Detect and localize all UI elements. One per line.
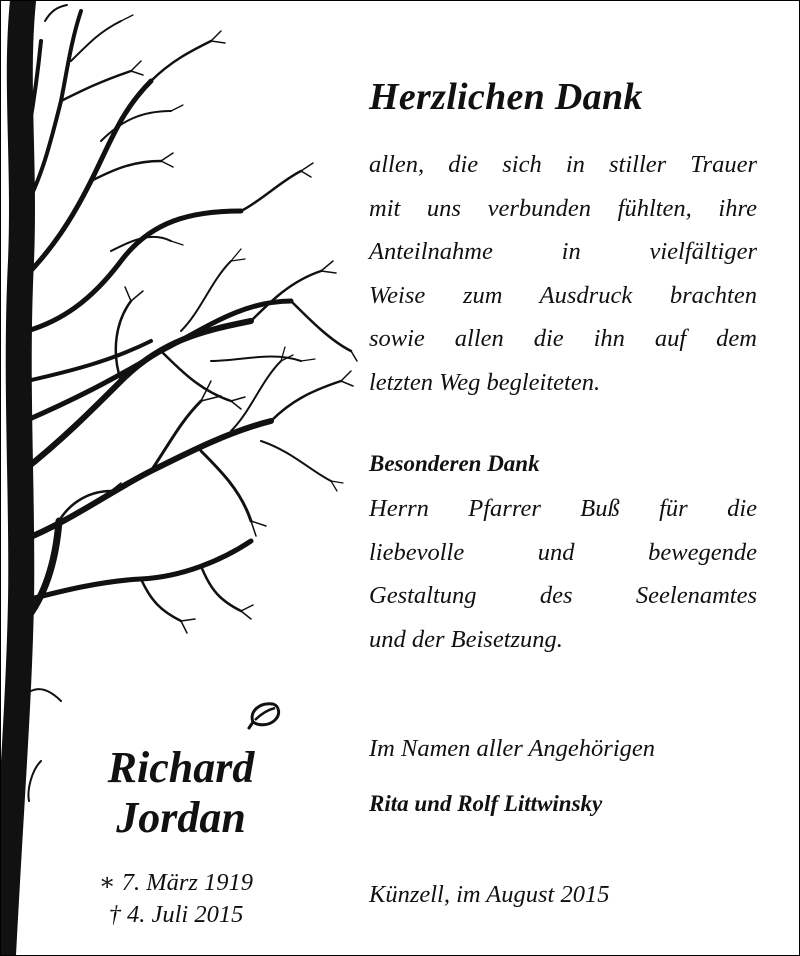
paragraph-line: Herrn Pfarrer Buß für die: [369, 495, 757, 522]
special-thanks-paragraph: [369, 487, 757, 661]
paragraph-line: mit uns verbunden fühlten, ihre: [369, 194, 757, 222]
paragraph-line: Anteilnahme in vielfältiger: [369, 238, 757, 265]
death-date: † 4. Juli 2015: [108, 901, 244, 928]
special-thanks-heading: Besonderen Dank: [369, 451, 540, 476]
family-names: Rita und Rolf Littwinsky: [369, 791, 603, 816]
page-title: Herzlichen Dank: [369, 76, 643, 118]
deceased-first-name: Richard: [107, 743, 255, 792]
place-date: Künzell, im August 2015: [369, 881, 610, 908]
paragraph-line: sowie allen die ihn auf dem: [369, 325, 757, 352]
leaf-icon: [245, 698, 285, 730]
life-dates: [41, 867, 311, 931]
gratitude-paragraph: [369, 143, 757, 404]
paragraph-line: liebevolle und bewegende: [369, 538, 757, 566]
paragraph-line: letzten Weg begleiteten.: [369, 368, 601, 396]
paragraph-line: allen, die sich in stiller Trauer: [369, 151, 757, 178]
paragraph-line: Weise zum Ausdruck brachten: [369, 281, 757, 309]
deceased-last-name: Jordan: [116, 793, 246, 842]
paragraph-line: Gestaltung des Seelenamtes: [369, 582, 757, 609]
deceased-name: [41, 743, 321, 843]
signoff-text: Im Namen aller Angehörigen: [369, 735, 656, 762]
birth-date: ∗ 7. März 1919: [98, 869, 254, 896]
paragraph-line: und der Beisetzung.: [369, 625, 563, 653]
